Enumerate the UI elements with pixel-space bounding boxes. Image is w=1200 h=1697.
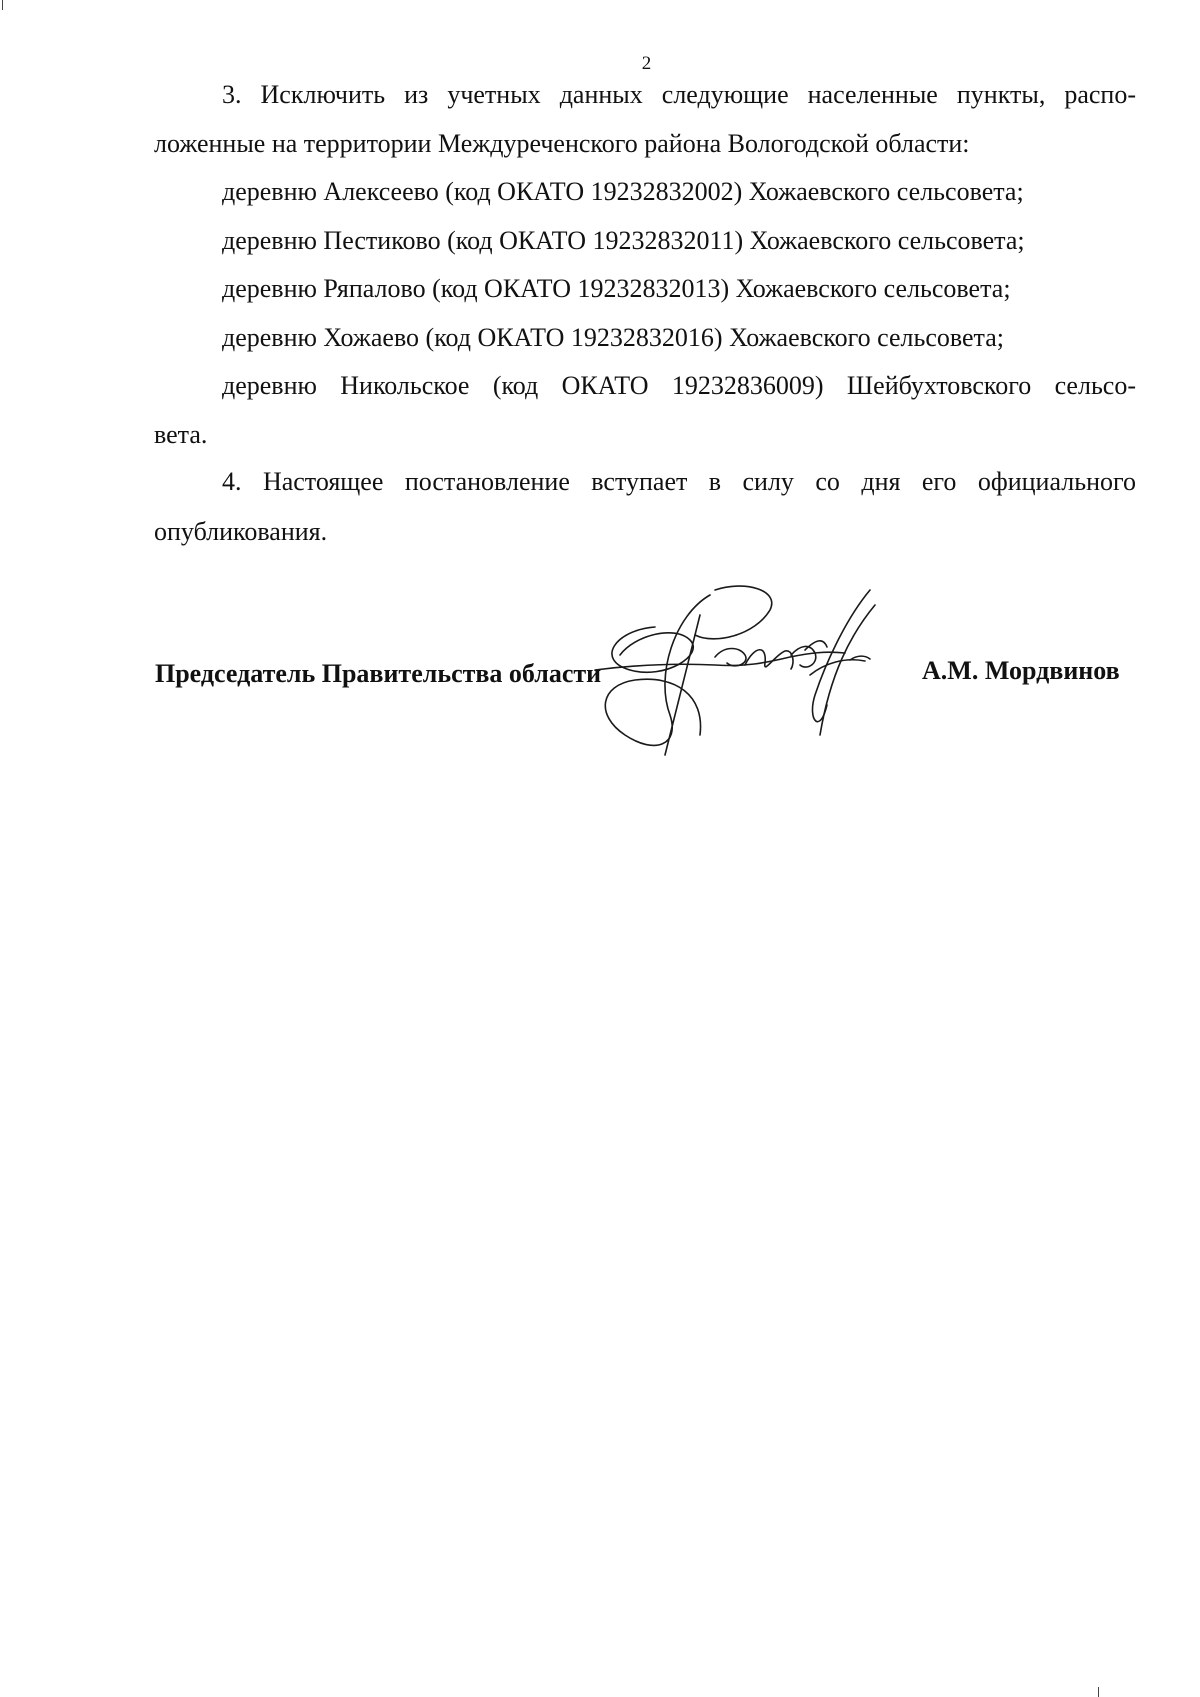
list-item: деревню Алексеево (код ОКАТО 19232832002) Хожаевского сельсовета; bbox=[222, 177, 1024, 206]
scan-mark-bottom-right bbox=[1098, 1687, 1099, 1697]
list-item-continuation: вета. bbox=[154, 420, 208, 449]
paragraph-4-line-2: опубликования. bbox=[154, 517, 328, 546]
page-number: 2 bbox=[641, 53, 652, 74]
signatory-title: Председатель Правительства области bbox=[155, 659, 602, 688]
paragraph-3-line-2: ложенные на территории Междуреченского района Вологодской области: bbox=[154, 129, 970, 158]
paragraph-4-line-1: 4. Настоящее постановление вступает в силу со дня его официального bbox=[222, 467, 1136, 496]
signatory-name: А.М. Мордвинов bbox=[922, 656, 1120, 685]
scan-mark-top-left bbox=[2, 0, 3, 10]
handwritten-signature bbox=[595, 585, 945, 775]
list-item: деревню Никольское (код ОКАТО 19232836009) Шейбухтовского сельсо- bbox=[222, 371, 1136, 400]
list-item: деревню Пестиково (код ОКАТО 19232832011) Хожаевского сельсовета; bbox=[222, 226, 1025, 255]
list-item: деревню Ряпалово (код ОКАТО 19232832013) Хожаевского сельсовета; bbox=[222, 274, 1011, 303]
paragraph-3-line-1: 3. Исключить из учетных данных следующие населенные пункты, распо- bbox=[222, 80, 1136, 109]
list-item: деревню Хожаево (код ОКАТО 19232832016) Хожаевского сельсовета; bbox=[222, 323, 1004, 352]
